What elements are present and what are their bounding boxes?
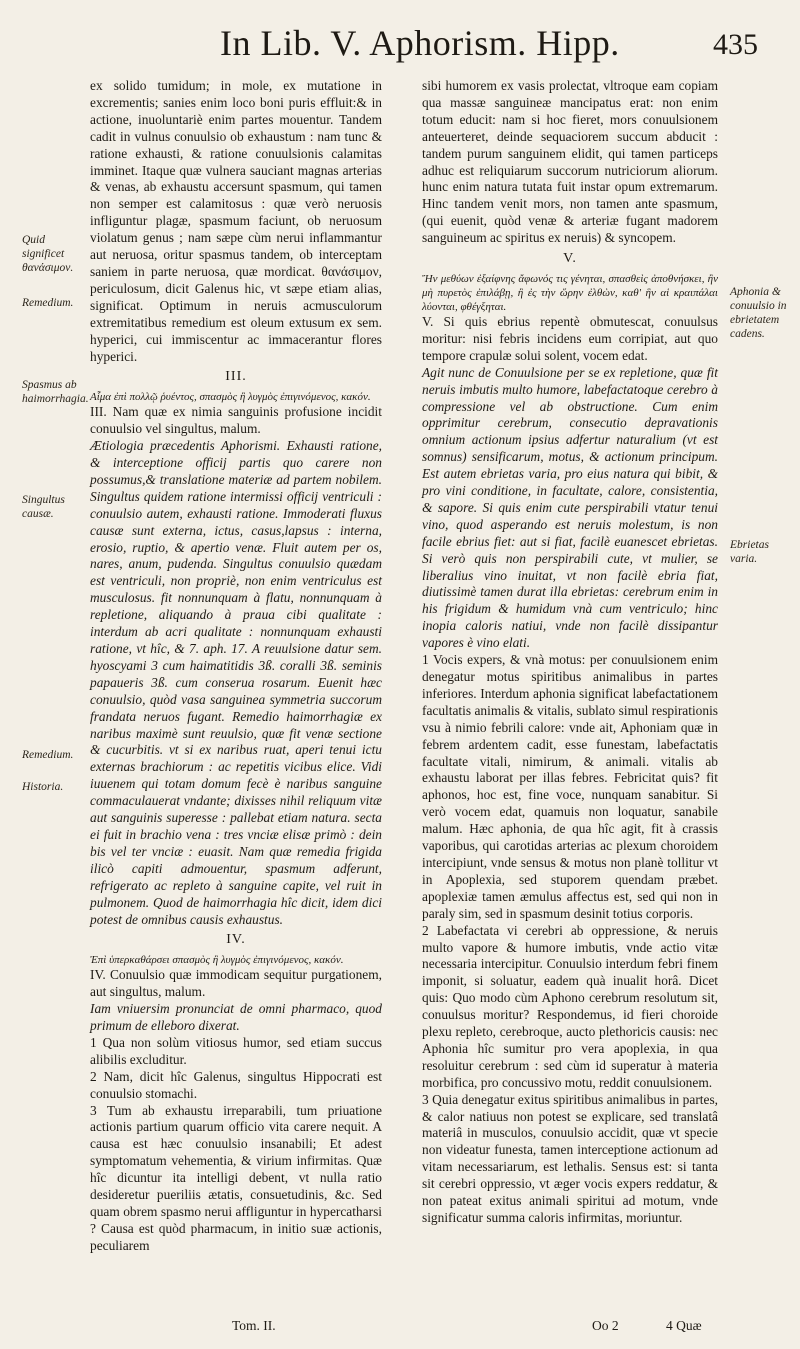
paragraph: IV. Conuulsio quæ immodicam sequitur purgationem, aut singultus, malum.: [90, 967, 382, 1000]
greek-aphorism: Αἷμα ἐπὶ πολλῷ ῥυέντος, σπασμὸς ἢ λυγμὸς ἐπιγινόμενος, κακόν.: [90, 391, 371, 404]
margin-note: Remedium.: [22, 297, 74, 309]
catchword: 4 Quæ: [666, 1318, 702, 1333]
paragraph: III. Nam quæ ex nimia sanguinis profusione incidit conuulsio vel singultus, malum.: [90, 404, 382, 437]
note-item: 1 Vocis expers, & vnà motus: per conuulsionem enim denegatur motus spiritibus animalibus in partes inferiores. Interdum aphonia significat labefactationem facultatis animalis & vitalis, sublato simul respirationis vsu à nimio febrili calore: vnde ait, Aphoniam quæ in febrem ardentem cadit, esse funestam, labefactatis facultate vitali, nimirum, & animali. vitalis ab exhaustu laborat per illas febres. Febricitat quis? fit aphonos, hoc est, fine voce, nunquam sanabitur. Si verò vocem edat, quamuis non loquatur, sanabile malum. Hæc aphonia, de qua hîc agit, fit à crassis vaporibus, qui carotidas arterias ac plexum choroidem intercipiunt, vnde sensus & motus non planè tollitur vt in Apoplexia, sed stuporem quendam præbet. apoplexiæ tamen æmulus affectus est, sed qui non in paraly sim, sed in spasmum desinit totius corporis.: [422, 652, 718, 921]
section-heading: V.: [563, 251, 577, 267]
paragraph: V. Si quis ebrius repentè obmutescat, conuulsus moritur: nisi febris incidens eum corripiat, aut quo tempore crapulæ solui solent, vocem edat.: [422, 313, 718, 363]
margin-note: Aphonia & conuulsio in ebrietatem cadens.: [730, 286, 787, 340]
margin-note: Remedium.: [22, 749, 74, 761]
note-item: 3 Quia denegatur exitus spiritibus animalibus in partes, & calor natiuus non potest se explicare, sed translatâ materiâ in musculos, conuulsio accidit, quæ vt specie non videatur funesta, tamen interceptione actionum ad vitam necessariarum, est lethalis. Sensus est: si tanta sit cerebri oppressio, vt æger vocis expers reddatur, & non pateat exitus animali spiritui ad motum, vnde significatur summa caloris infirmitas, moriuntur.: [422, 1091, 718, 1225]
margin-note: Historia.: [22, 781, 64, 793]
section-heading: IV.: [226, 932, 246, 948]
section-heading: III.: [225, 369, 247, 385]
note-item: 3 Tum ab exhaustu irreparabili, tum priuatione actionis partium quarum officio vita carere nequit. A causa est hæc conuulsio insanabili; Et adest symptomatum vehementia, & virium infirmitas. Quæ hîc dicuntur ita intelligi debent, vt nulla ratio desideretur pueriliis ætatis, consuetudinis, &c. Sed quam obrem spasmo nerui affliguntur in hypercatharsi ? Causa est quòd pharmacum, in initio suæ actionis, peculiarem: [90, 1102, 382, 1253]
margin-note: Singultus causæ.: [22, 494, 65, 520]
greek-aphorism: Ἐπὶ ὑπερκαθάρσει σπασμὸς ἢ λυγμὸς ἐπιγινόμενος, κακόν.: [90, 954, 344, 967]
commentary: Ætiologia præcedentis Aphorismi. Exhausti ratione, & interceptione officij partis quo carere non possumus,& translatione materiæ ad partem nobilem. Singultus quidem ratione intermissi officij ventriculi : conuulsio autem, exhausti ratione. Immoderati fluxus causæ sunt externa, ictus, casus,lapsus : interna, erosio, ruptio, & apertio venæ. Fluit autem per os, nares, anum, pudenda. Singultus conuulsio quædam est ventriculi, non propriè, non enim ventriculus est musculosus. fit nonnunquam à flatu, nonnunquam à repletione, aliquando à praua cibi qualitate : interdum ab acri qualitate : nonnunquam exhausti ratione, vt hîc, & 7. aph. 17. A reuulsione datur sem. hyoscyami 3 cum haimatitidis 3ß. coralli 3ß. seminis papaueris 3ß. cum conserua rosarum. Euenit hæc conuulsio, quòd vasa sanguinea symmetria succorum frandata neruos fugant. Remedio haimorrhagiæ ex naribus maximè sunt reuulsio, quæ fit venæ sectione & cucurbitis. vt si ex naribus ruat, aperi tenui ictu externas brachiorum : ac repetitis vicibus elice. Vidi iuuenem qui totam domum fecè è naribus sanguine commaculauerat vndante; dixisses nihil reliquum vitæ aut sanguinis superesse : pallebat etiam natura. secta ei fuit in brachio vena : tres vnciæ elisæ primò : dein bis vel ter vnciæ : euasit. Nam quæ remedia frigida ilicò capiti admouentur, spasmum adferunt, refrigerato ac repleto à sanguine capite, vel ruit in pulmonem. Quod de haimorrhagia hîc dicit, idem dici potest de omnibus causis exhaustus.: [90, 438, 382, 927]
margin-note: Quid significet θανάσιμον.: [22, 234, 74, 274]
margin-note: Spasmus ab haimorrhagia.: [22, 379, 89, 405]
page-title: In Lib. V. Aphorism. Hipp.: [220, 23, 620, 63]
signature-mark: Oo 2: [592, 1318, 619, 1333]
left-column: [90, 78, 382, 1255]
note-item: 2 Nam, dicit hîc Galenus, singultus Hippocrati est conuulsio stomachi.: [90, 1068, 382, 1101]
note-item: 1 Qua non solùm vitiosus humor, sed etiam succus alibilis excluditur.: [90, 1034, 382, 1067]
greek-aphorism: Ἤν μεθύων ἐξαίφνης ἄφωνός τις γένηται, σπασθεὶς ἀποθνήσκει, ἢν μὴ πυρετὸς ἐπιλάβῃ, ἢ ἐς τὴν ὥρην ἐλθὼν, καθ' ἣν αἱ κραιπάλαι λύονται, φθέγξηται.: [422, 272, 718, 313]
right-column: [422, 78, 718, 1227]
running-head: [0, 22, 800, 74]
signature-tom: Tom. II.: [232, 1318, 276, 1333]
commentary: Agit nunc de Conuulsione per se ex repletione, quæ fit neruis imbutis multo humore, labefactatoque cerebro à compressione vel ab obstructione. Cum enim opprimitur cerebrum, consecutio depravationis omnium actionum ipsius adfertur naturalium (vt est somnus) sensificarum, motus, & actionum principum. Est autem ebrietas varia, pro eius natura qui bibit, & pro vini conditione, in facultate, calore, consistentia, & sapore. Si quis enim cute perspirabili vtatur tenui vino, quod asperando est neruis molestum, is non facile ebrius fiet: aut si fiat, facilè euanescet ebrietas. Si verò quis non perspirabili cute, vt mulier, se liberalius vino inuitat, vt non facilè ebria fiat, diutissimè tamen durat illa ebrietas: cerebrum enim in his frigidum & humidum vnà cum ventriculo; hinc inopia caloris natiui, vnde non facilè dissipantur vapores è vino elati.: [422, 364, 718, 651]
note-item: 2 Labefactata vi cerebri ab oppressione, & neruis multo vapore & humore imbutis, vnde actio vitæ necessaria intercipitur. Conuulsio interdum febri finem imponit, si soluatur, eadem quà inualit horâ. Dicet quis: Quo modo cùm Aphono cerebrum resolutum sit, conuulsus moritur? Respondemus, id fieri choroide plexu repleto, cerebroque, aucto plethoricis causis: nec Aphonia hîc sumitur pro vera apoplexia, in qua resoluitur cerebrum : sed cùm id superatur à materia morbifica, pro concussivo motu, reddit conuulsionem.: [422, 922, 718, 1090]
paragraph: sibi humorem ex vasis prolectat, vltroque eam copiam qua massæ sanguineæ mancipatus erat: non enim totum educit: nam si hoc fieret, mors conuulsionem anteuerteret, deinde sequaciorem succum abducit : tandem purum sanguinem elidit, qui tamen particeps adhuc est reliquiarum succorum nutriciorum aliorum. hunc enim natura tutata fuit instar opum extremarum. Hinc tandem venit mors, non tamen ante spasmum, (qui euenit, quòd venæ & arteriæ fugant madorem sanguineum ac spiritus ex neruis) & syncopem.: [422, 78, 718, 246]
paragraph: ex solido tumidum; in mole, ex mutatione in excrementis; sanies enim loco boni puris effluit:& in actione, inuoluntariè enim partes mouentur. Tandem cadit in vulnus conuulsio ob exhaustum : nam tunc & ratione exhausti, & ratione conuulsionis calamitas imminet. Itaque quæ vulnera sauciant magnas arterias & venas, ab exhaustu accersunt spasmum, qui tamen non semper est calamitosus : quæ verò neruosis infliguntur plagæ, spasmum faciunt, ob neruosum violatum genus ; nam sæpe cùm nerui inflammantur aut neruosa, oritur spasmus tandem, ob interceptam saniem in parte neruosa, quæ mordicat. θανάσιμον, periculosum, dicit Galenus hic, vt sæpe etiam alias, significat. Optimum in neruis acmusculorum extremitatibus remedium est oleum extusum ex sem. hyperici, cui immiscentur ac immacerantur flores hyperici.: [90, 78, 382, 364]
page-number: 435: [713, 28, 758, 61]
commentary: Iam vniuersim pronunciat de omni pharmaco, quod primum de elleboro dixerat.: [90, 1001, 382, 1034]
margin-note: Ebrietas varia.: [730, 539, 769, 565]
